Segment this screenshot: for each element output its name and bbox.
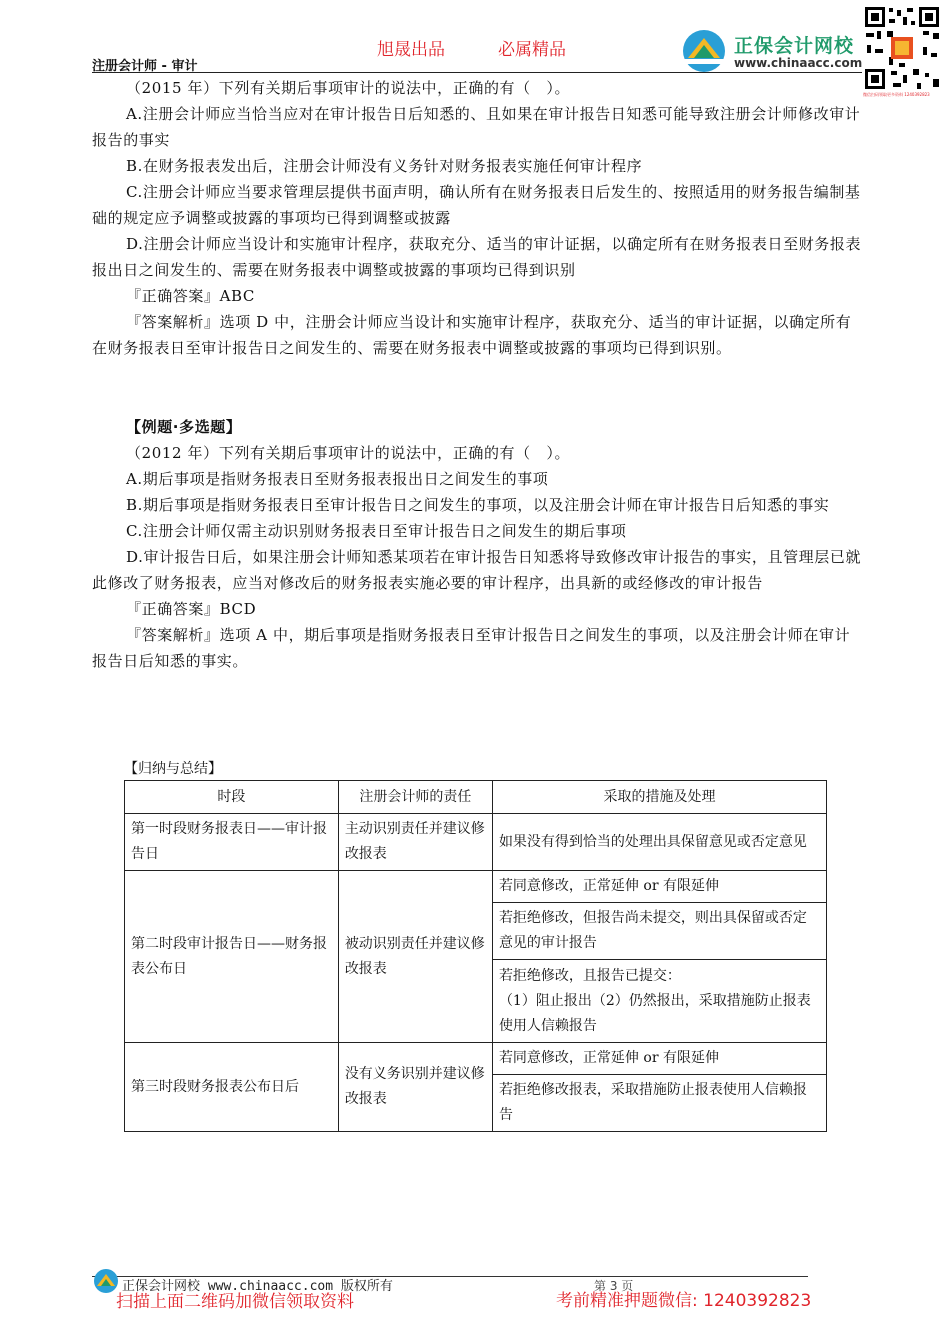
question-2015 (92, 75, 862, 361)
measure-cell: 若同意修改，正常延伸 or 有限延伸 (492, 1043, 826, 1075)
option-b: B.在财务报表发出后，注册会计师没有义务针对财务报表实施任何审计程序 (126, 157, 643, 175)
measure-line: （1）阻止报出（2）仍然报出，采取措施防止报表使用人信赖报告 (498, 992, 811, 1034)
promo-right: 考前精准押题微信: 1240392823 (556, 1291, 812, 1311)
header-duty: 注册会计师的责任 (338, 781, 492, 814)
option-a: A.注册会计师应当恰当应对在审计报告日后知悉的、且如果在审计报告日知悉可能导致注册会计师修改审计报告的事实 (92, 105, 861, 149)
option-c: C.注册会计师应当要求管理层提供书面声明，确认所有在财务报表日后发生的、按照适用的财务报告编制基础的规定应予调整或披露的事项均已得到调整或披露 (92, 183, 861, 227)
option-d: D.审计报告日后，如果注册会计师知悉某项若在审计报告日知悉将导致修改审计报告的事实，且管理层已就此修改了财务报表，应当对修改后的财务报表实施必要的审计程序，出具新的或经修改的审计报告 (92, 548, 862, 592)
question-stem: （2012 年）下列有关期后事项审计的说法中，正确的有（ ）。 (126, 444, 571, 462)
summary-title: 【归纳与总结】 (124, 761, 222, 777)
duty-cell: 被动识别责任并建议修改报表 (338, 871, 492, 1043)
brand-left: 旭晟出品 (377, 40, 445, 60)
footer-copyright: 正保会计网校 www.chinaacc.com 版权所有 (122, 1279, 393, 1294)
table-row (125, 1043, 827, 1075)
brand-right: 必属精品 (498, 40, 566, 60)
duty-cell: 没有义务识别并建议修改报表 (338, 1043, 492, 1132)
period-cell: 第二时段审计报告日——财务报表公布日 (125, 871, 339, 1043)
option-d: D.注册会计师应当设计和实施审计程序，获取充分、适当的审计证据，以确定所有在财务报表日至财务报表报出日之间发生的、需要在财务报表中调整或披露的事项均已得到识别 (92, 235, 862, 279)
measure-cell: 若拒绝修改报表，采取措施防止报表使用人信赖报告 (492, 1075, 826, 1132)
answer-analysis: 『答案解析』选项 A 中，期后事项是指财务报表日至审计报告日之间发生的事项，以及注册会计师在审计报告日后知悉的事实。 (92, 626, 851, 670)
question-2012 (92, 414, 862, 674)
question-stem: （2015 年）下列有关期后事项审计的说法中，正确的有（ ）。 (126, 79, 571, 97)
table-header-row (125, 781, 827, 814)
measure-cell: 若拒绝修改，但报告尚未提交，则出具保留或否定意见的审计报告 (492, 903, 826, 960)
header-period: 时段 (125, 781, 339, 814)
correct-answer: 『正确答案』ABC (126, 287, 256, 305)
measure-cell: 若同意修改，正常延伸 or 有限延伸 (492, 871, 826, 903)
option-a: A.期后事项是指财务报表日至财务报表报出日之间发生的事项 (126, 470, 549, 488)
logo-url: www.chinaacc.com (734, 56, 863, 70)
logo-name: 正保会计网校 (734, 35, 855, 57)
table-row (125, 871, 827, 903)
period-cell: 第一时段财务报表日——审计报告日 (125, 814, 339, 871)
period-cell: 第三时段财务报表公布日后 (125, 1043, 339, 1132)
measure-line: 若拒绝修改，且报告已提交： (498, 967, 681, 984)
measure-cell (492, 960, 826, 1043)
duty-cell: 主动识别责任并建议修改报表 (338, 814, 492, 871)
qr-note: 微信扫码领取更多资料 1240392823 (863, 92, 930, 97)
table-row (125, 814, 827, 871)
page-number: 第 3 页 (594, 1279, 634, 1293)
qr-code-icon (863, 5, 941, 91)
measure-cell: 如果没有得到恰当的处理出具保留意见或否定意见 (492, 814, 826, 871)
answer-analysis: 『答案解析』选项 D 中，注册会计师应当设计和实施审计程序，获取充分、适当的审计证据，以确定所有在财务报表日至审计报告日之间发生的、需要在财务报表中调整或披露的事项均已得到识别。 (92, 313, 852, 357)
example-heading: 【例题·多选题】 (126, 418, 242, 436)
correct-answer: 『正确答案』BCD (126, 600, 257, 618)
summary-table (124, 780, 827, 1132)
subject-label: 注册会计师 - 审计 (92, 59, 198, 74)
promo-left: 扫描上面二维码加微信领取资料 (116, 1292, 354, 1312)
header-measure: 采取的措施及处理 (492, 781, 826, 814)
option-c: C.注册会计师仅需主动识别财务报表日至审计报告日之间发生的期后事项 (126, 522, 627, 540)
option-b: B.期后事项是指财务报表日至审计报告日之间发生的事项，以及注册会计师在审计报告日后知悉的事实 (126, 496, 830, 514)
